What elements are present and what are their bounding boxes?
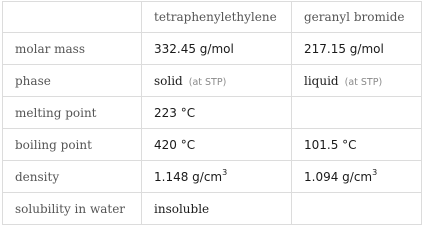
table-row [3,33,422,65]
value-note: (at STP) [188,76,227,88]
header-empty-cell [3,2,142,33]
value-text: 217.15 g/mol [304,41,384,56]
column-header-geranyl-bromide: geranyl bromide [292,2,422,33]
column-header-tetraphenylethylene: tetraphenylethylene [142,2,292,33]
cell-value [292,129,422,161]
cell-value [292,193,422,225]
table-row [3,193,422,225]
table-header-row [3,2,422,33]
value-text: 332.45 g/mol [154,41,234,56]
cell-value [292,33,422,65]
cell-value [142,161,292,193]
table-row [3,161,422,193]
cell-value [142,193,292,225]
value-text: solid [154,73,183,88]
row-label-melting-point: melting point [3,97,142,129]
row-label-solubility-in-water: solubility in water [3,193,142,225]
cell-value [142,65,292,97]
row-label-phase: phase [3,65,142,97]
cell-value [142,33,292,65]
cell-value [292,65,422,97]
table-row [3,65,422,97]
cell-value [292,161,422,193]
table-row [3,97,422,129]
row-label-density: density [3,161,142,193]
comparison-table [2,1,422,225]
row-label-molar-mass: molar mass [3,33,142,65]
cell-value [292,97,422,129]
value-text: insoluble [154,201,210,216]
unit-superscript: 3 [222,167,228,177]
row-label-boiling-point: boiling point [3,129,142,161]
unit-superscript: 3 [372,167,378,177]
value-note: (at STP) [344,76,383,88]
table-row [3,129,422,161]
value-text: liquid [304,73,339,88]
value-text: 1.094 g/cm [304,169,373,184]
value-text: 223 °C [154,105,196,120]
cell-value [142,97,292,129]
value-text: 1.148 g/cm [154,169,223,184]
value-text: 420 °C [154,137,196,152]
value-text: 101.5 °C [304,137,357,152]
cell-value [142,129,292,161]
